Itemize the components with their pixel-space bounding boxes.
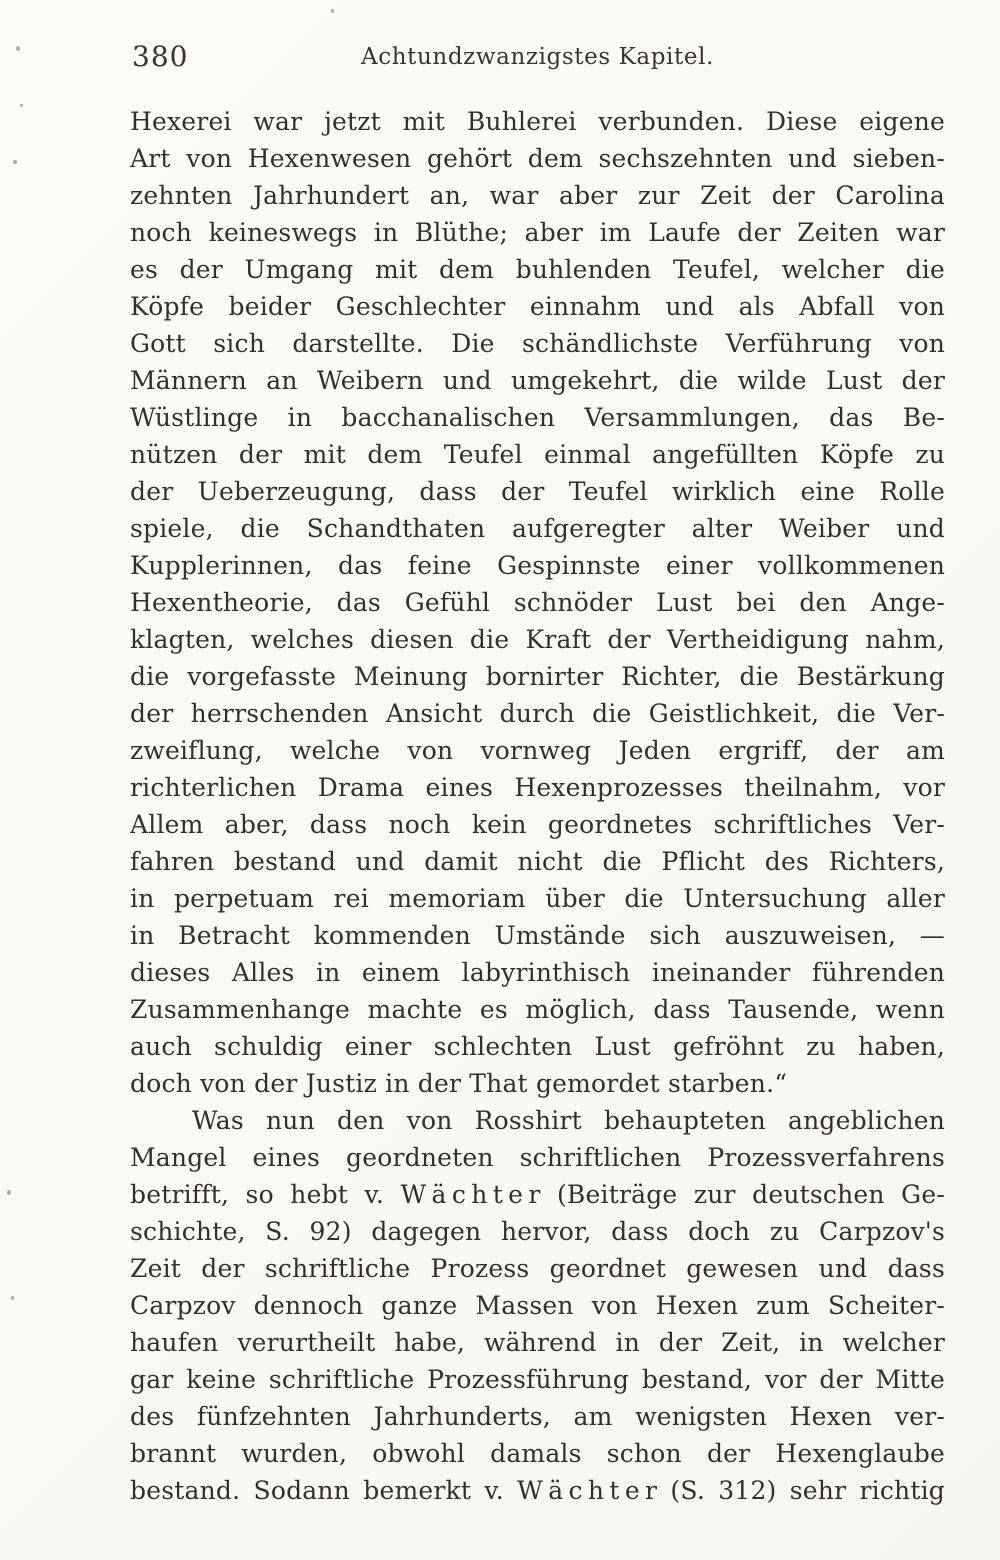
chapter-title: Achtundzwanzigstes Kapitel. bbox=[361, 44, 714, 70]
text-line: Art von Hexenwesen gehört dem sechszehnten und sieben- bbox=[130, 144, 945, 173]
text-line: bestand. Sodann bemerkt v. W ä c h t e r (S. 312) sehr richtig bbox=[130, 1476, 945, 1505]
paragraph bbox=[130, 1102, 945, 1509]
text-line: spiele, die Schandthaten aufgeregter alter Weiber und bbox=[130, 514, 945, 543]
text-line: Gott sich darstellte. Die schändlichste Verführung von bbox=[130, 329, 945, 358]
text-line: Carpzov dennoch ganze Massen von Hexen zum Scheiter- bbox=[130, 1291, 945, 1320]
text-line: Hexentheorie, das Gefühl schnöder Lust bei den Ange- bbox=[130, 588, 945, 617]
text-line: Kupplerinnen, das feine Gespinnste einer vollkommenen bbox=[130, 551, 945, 580]
text-line: dieses Alles in einem labyrinthisch ineinander führenden bbox=[130, 958, 945, 987]
text-line: Allem aber, dass noch kein geordnetes schriftliches Ver- bbox=[130, 810, 945, 839]
text-line: Köpfe beider Geschlechter einnahm und als Abfall von bbox=[130, 292, 945, 321]
text-line: Zeit der schriftliche Prozess geordnet gewesen und dass bbox=[130, 1254, 945, 1283]
scan-speck bbox=[331, 9, 334, 13]
text-line: Männern an Weibern und umgekehrt, die wilde Lust der bbox=[130, 366, 945, 395]
text-line: in perpetuam rei memoriam über die Untersuchung aller bbox=[130, 884, 945, 913]
text-line: der Ueberzeugung, dass der Teufel wirklich eine Rolle bbox=[130, 477, 945, 506]
text-line: brannt wurden, obwohl damals schon der Hexenglaube bbox=[130, 1439, 945, 1468]
text-line: nützen der mit dem Teufel einmal angefüllten Köpfe zu bbox=[130, 440, 945, 469]
text-line: noch keineswegs in Blüthe; aber im Laufe der Zeiten war bbox=[130, 218, 945, 247]
text-line: zweiflung, welche von vornweg Jeden ergriff, der am bbox=[130, 736, 945, 765]
text-line: richterlichen Drama eines Hexenprozesses theilnahm, vor bbox=[130, 773, 945, 802]
text-line: auch schuldig einer schlechten Lust gefröhnt zu haben, bbox=[130, 1032, 945, 1061]
text-line: die vorgefasste Meinung bornirter Richter, die Bestärkung bbox=[130, 662, 945, 691]
scan-speck bbox=[20, 104, 23, 107]
text-line: es der Umgang mit dem buhlenden Teufel, welcher die bbox=[130, 255, 945, 284]
scan-speck bbox=[11, 1296, 14, 1300]
scan-speck bbox=[16, 46, 20, 51]
text-line: der herrschenden Ansicht durch die Geistlichkeit, die Ver- bbox=[130, 699, 945, 728]
scan-speck bbox=[7, 1190, 11, 1195]
text-line: in Betracht kommenden Umstände sich auszuweisen, — bbox=[130, 921, 945, 950]
paragraph bbox=[130, 103, 945, 1102]
page-body bbox=[130, 103, 945, 1509]
text-line: Hexerei war jetzt mit Buhlerei verbunden. Diese eigene bbox=[130, 107, 945, 136]
text-line: Wüstlinge in bacchanalischen Versammlungen, das Be- bbox=[130, 403, 945, 432]
text-line: Mangel eines geordneten schriftlichen Prozessverfahrens bbox=[130, 1143, 945, 1172]
page-header bbox=[130, 38, 945, 78]
text-line: fahren bestand und damit nicht die Pflicht des Richters, bbox=[130, 847, 945, 876]
text-line: zehnten Jahrhundert an, war aber zur Zeit der Carolina bbox=[130, 181, 945, 210]
text-line: klagten, welches diesen die Kraft der Vertheidigung nahm, bbox=[130, 625, 945, 654]
text-line: doch von der Justiz in der That gemordet starben.“ bbox=[130, 1069, 788, 1098]
text-line: gar keine schriftliche Prozessführung bestand, vor der Mitte bbox=[130, 1365, 945, 1394]
text-line: haufen verurtheilt habe, während in der Zeit, in welcher bbox=[130, 1328, 945, 1357]
text-line: Zusammenhange machte es möglich, dass Tausende, wenn bbox=[130, 995, 945, 1024]
text-line: schichte, S. 92) dagegen hervor, dass doch zu Carpzov's bbox=[130, 1217, 945, 1246]
text-line: Was nun den von Rosshirt behaupteten angeblichen bbox=[192, 1106, 945, 1135]
page-number: 380 bbox=[132, 40, 189, 73]
text-line: des fünfzehnten Jahrhunderts, am wenigsten Hexen ver- bbox=[130, 1402, 945, 1431]
scan-speck bbox=[13, 160, 17, 164]
text-line: betrifft, so hebt v. W ä c h t e r (Beiträge zur deutschen Ge- bbox=[130, 1180, 945, 1209]
